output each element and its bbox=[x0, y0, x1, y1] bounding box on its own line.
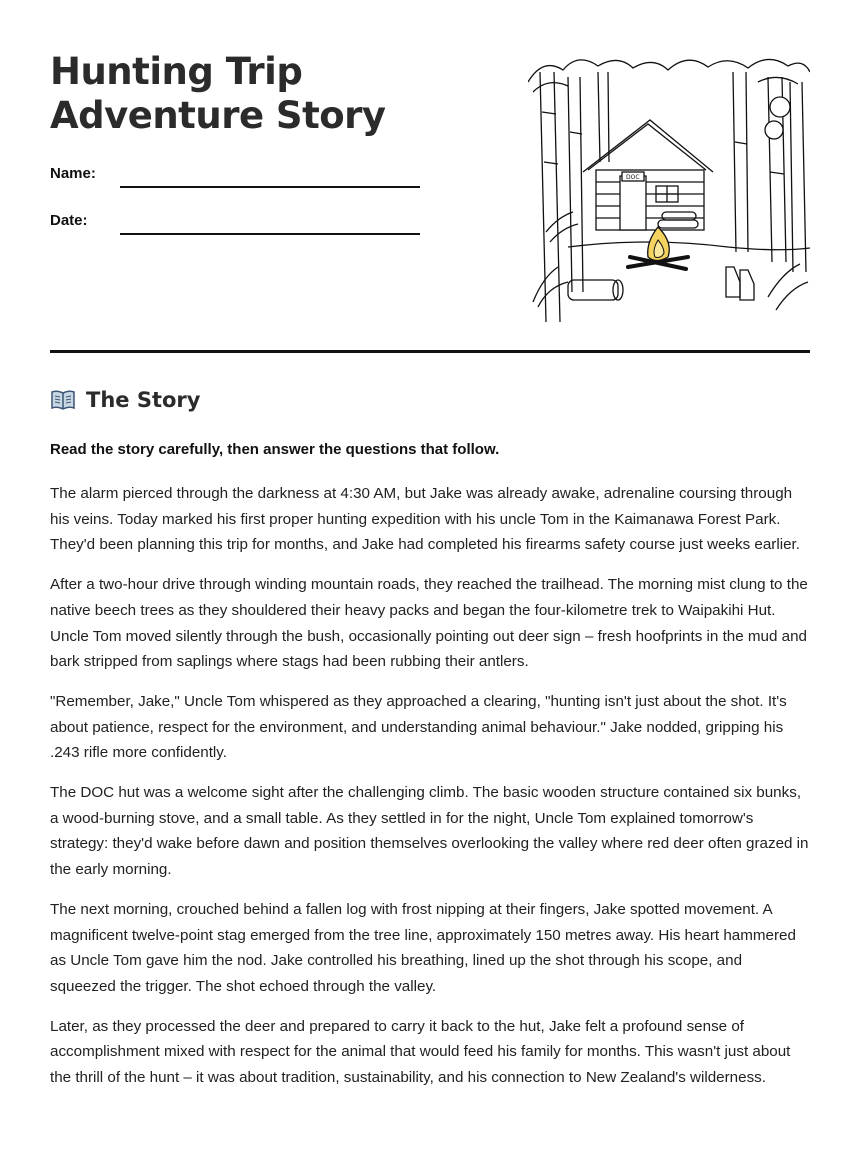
section-title: The Story bbox=[86, 388, 201, 412]
story-paragraph: The alarm pierced through the darkness at 4:30 AM, but Jake was already awake, adrenaline coursing through his veins. Today marked his first proper hunting expedition with his uncle Tom in the Kaimanawa Forest Park. They'd been planning this trip for months, and Jake had completed his firearms safety course just weeks earlier. bbox=[50, 485, 801, 554]
name-label: Name: bbox=[50, 165, 96, 182]
story-body bbox=[50, 481, 810, 1105]
open-book-icon bbox=[50, 389, 76, 411]
name-field bbox=[50, 165, 420, 182]
story-paragraph: After a two-hour drive through winding mountain roads, they reached the trailhead. The morning mist clung to the native beech trees as they shouldered their heavy packs and began the four-kilometre trek to Waipakihi Hut. Uncle Tom moved silently through the bush, occasionally pointing out deer sign – fresh hoofprints in the mud and bark stripped from saplings where stags had been rubbing their antlers. bbox=[50, 576, 808, 671]
story-paragraph: The next morning, crouched behind a fallen log with frost nipping at their fingers, Jake spotted movement. A magnificent twelve-point stag emerged from the tree line, approximately 150 metres away. His heart hammered as Uncle Tom gave him the nod. Jake controlled his breathing, lined up the shot through his scope, and squeezed the trigger. The shot echoed through the valley. bbox=[50, 900, 796, 995]
worksheet-title: Hunting Trip Adventure Story bbox=[50, 50, 386, 137]
date-label: Date: bbox=[50, 212, 88, 229]
section-divider bbox=[50, 350, 810, 353]
story-paragraph: The DOC hut was a welcome sight after the challenging climb. The basic wooden structure contained six bunks, a wood-burning stove, and a small table. As they settled in for the night, Uncle Tom explained tomorrow's strategy: they'd wake before dawn and position themselves overlooking the valley where red deer often grazed in the early morning. bbox=[50, 784, 809, 879]
worksheet-header bbox=[50, 50, 510, 229]
reading-instruction: Read the story carefully, then answer the questions that follow. bbox=[50, 441, 500, 458]
cabin-sign: DOC bbox=[626, 174, 640, 181]
story-paragraph: Later, as they processed the deer and prepared to carry it back to the hut, Jake felt a profound sense of accomplishment mixed with respect for the animal that would feed his family for months. This wasn't just about the thrill of the hunt – it was about tradition, sustainability, and his connection to New Zealand's wilderness. bbox=[50, 1017, 791, 1087]
name-write-line[interactable] bbox=[120, 186, 420, 188]
story-section-heading bbox=[50, 388, 200, 412]
date-field bbox=[50, 212, 420, 229]
forest-cabin-illustration bbox=[528, 52, 810, 322]
story-paragraph: "Remember, Jake," Uncle Tom whispered as they approached a clearing, "hunting isn't just about the shot. It's about patience, respect for the environment, and understanding animal behaviour." Jake nodded, gripping his .243 rifle more confidently. bbox=[50, 692, 787, 762]
date-write-line[interactable] bbox=[120, 233, 420, 235]
